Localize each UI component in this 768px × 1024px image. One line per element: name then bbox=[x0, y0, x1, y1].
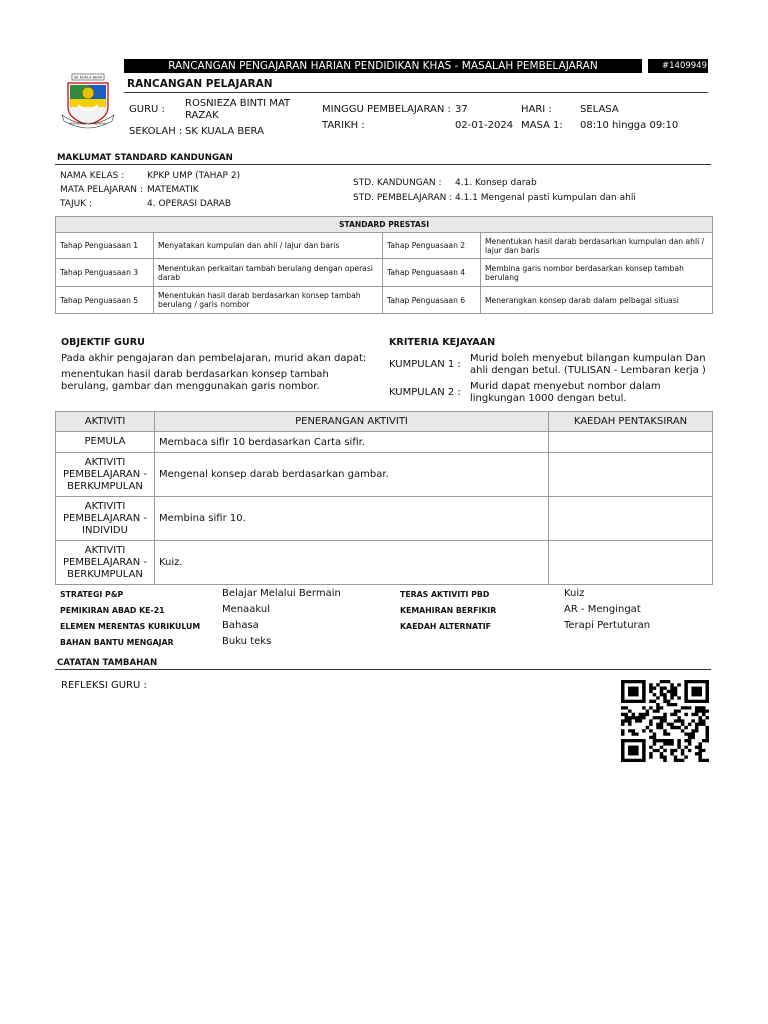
std-kandungan-label: STD. KANDUNGAN : bbox=[353, 178, 442, 188]
aktiviti-desc: Membaca sifir 10 berdasarkan Carta sifir. bbox=[155, 432, 549, 453]
standard-prestasi-heading: STANDARD PRESTASI bbox=[56, 217, 713, 233]
tp-desc: Menentukan hasil darab berdasarkan konsep tambah berulang / garis nombor bbox=[154, 287, 383, 314]
kemahiran-value: AR - Mengingat bbox=[564, 604, 641, 615]
tp-desc: Menerangkan konsep darab dalam pelbagai situasi bbox=[481, 287, 713, 314]
guru-label: GURU : bbox=[129, 104, 165, 115]
pemikiran-label: PEMIKIRAN ABAD KE-21 bbox=[60, 606, 165, 615]
std-kandungan-value: 4.1. Konsep darab bbox=[455, 178, 537, 188]
aktiviti-table bbox=[55, 411, 713, 585]
kaedah-alt-value: Terapi Pertuturan bbox=[564, 620, 651, 631]
tp-label: Tahap Penguasaan 2 bbox=[383, 233, 481, 259]
minggu-value: 37 bbox=[455, 104, 468, 115]
col-header: AKTIVITI bbox=[56, 412, 155, 432]
aktiviti-desc: Kuiz. bbox=[155, 541, 549, 585]
objektif-line2: menentukan hasil darab berdasarkan konsep tambah berulang, gambar dan menggunakan garis nombor. bbox=[61, 369, 329, 392]
aktiviti-name: AKTIVITI PEMBELAJARAN - INDIVIDU bbox=[56, 497, 155, 541]
aktiviti-kaedah bbox=[549, 497, 713, 541]
doc-code: #1409949 bbox=[648, 59, 708, 73]
minggu-label: MINGGU PEMBELAJARAN : bbox=[322, 104, 451, 115]
kemahiran-label: KEMAHIRAN BERFIKIR bbox=[400, 606, 497, 615]
tp-label: Tahap Penguasaan 3 bbox=[56, 259, 154, 287]
pemikiran-value: Menaakul bbox=[222, 604, 270, 615]
divider bbox=[124, 92, 708, 93]
header-banner bbox=[124, 59, 708, 73]
tp-desc: Menyatakan kumpulan dan ahli / lajur dan baris bbox=[154, 233, 383, 259]
hari-value: SELASA bbox=[580, 104, 619, 115]
divider bbox=[55, 669, 711, 670]
kumpulan2-value: Murid dapat menyebut nombor dalam lingkungan 1000 dengan betul. bbox=[470, 381, 661, 404]
kumpulan2-label: KUMPULAN 2 : bbox=[389, 387, 461, 398]
masa-label: MASA 1: bbox=[521, 120, 563, 131]
aktiviti-kaedah bbox=[549, 432, 713, 453]
logo-top-text: SK KUALA BERA bbox=[73, 75, 103, 80]
table-row bbox=[56, 497, 713, 541]
tarikh-value: 02-01-2024 bbox=[455, 120, 514, 131]
sekolah-label: SEKOLAH : bbox=[129, 126, 183, 137]
guru-value: ROSNIEZA BINTI MAT RAZAK bbox=[185, 98, 291, 121]
objektif-line1: Pada akhir pengajaran dan pembelajaran, murid akan dapat: bbox=[61, 353, 367, 364]
tp-label: Tahap Penguasaan 5 bbox=[56, 287, 154, 314]
table-row bbox=[56, 432, 713, 453]
col-header: PENERANGAN AKTIVITI bbox=[155, 412, 549, 432]
table-row bbox=[56, 453, 713, 497]
std-pembelajaran-label: STD. PEMBELAJARAN : bbox=[353, 193, 453, 203]
teras-label: TERAS AKTIVITI PBD bbox=[400, 590, 490, 599]
col-header: KAEDAH PENTAKSIRAN bbox=[549, 412, 713, 432]
aktiviti-kaedah bbox=[549, 453, 713, 497]
aktiviti-desc: Mengenal konsep darab berdasarkan gambar. bbox=[155, 453, 549, 497]
bahan-value: Buku teks bbox=[222, 636, 272, 647]
tp-desc: Menentukan hasil darab berdasarkan kumpulan dan ahli / lajur dan baris bbox=[481, 233, 713, 259]
section-title: RANCANGAN PELAJARAN bbox=[127, 78, 273, 90]
tp-label: Tahap Penguasaan 6 bbox=[383, 287, 481, 314]
mata-pelajaran-value: MATEMATIK bbox=[147, 185, 199, 195]
elemen-value: Bahasa bbox=[222, 620, 259, 631]
tp-desc: Menentukan perkaitan tambah berulang dengan operasi darab bbox=[154, 259, 383, 287]
tarikh-label: TARIKH : bbox=[322, 120, 365, 131]
refleksi-label: REFLEKSI GURU : bbox=[61, 680, 147, 691]
kriteria-heading: KRITERIA KEJAYAAN bbox=[389, 337, 496, 348]
table-row bbox=[56, 259, 713, 287]
nama-kelas-label: NAMA KELAS : bbox=[60, 171, 125, 181]
aktiviti-kaedah bbox=[549, 541, 713, 585]
aktiviti-desc: Membina sifir 10. bbox=[155, 497, 549, 541]
aktiviti-name: PEMULA bbox=[56, 432, 155, 453]
hari-label: HARI : bbox=[521, 104, 552, 115]
elemen-label: ELEMEN MERENTAS KURIKULUM bbox=[60, 622, 201, 631]
std-pembelajaran-value: 4.1.1 Mengenal pasti kumpulan dan ahli bbox=[455, 193, 636, 203]
table-row bbox=[56, 287, 713, 314]
tajuk-label: TAJUK : bbox=[60, 199, 92, 209]
mata-pelajaran-label: MATA PELAJARAN : bbox=[60, 185, 143, 195]
nama-kelas-value: KPKP UMP (TAHAP 2) bbox=[147, 171, 241, 181]
tajuk-value: 4. OPERASI DARAB bbox=[147, 199, 232, 209]
table-row bbox=[56, 233, 713, 259]
qr-code-icon bbox=[621, 680, 709, 762]
sekolah-value: SK KUALA BERA bbox=[185, 126, 264, 137]
bahan-label: BAHAN BANTU MENGAJAR bbox=[60, 638, 174, 647]
kaedah-alt-label: KAEDAH ALTERNATIF bbox=[400, 622, 492, 631]
masa-value: 08:10 hingga 09:10 bbox=[580, 120, 679, 131]
school-logo bbox=[60, 71, 116, 131]
catatan-heading: CATATAN TAMBAHAN bbox=[57, 658, 158, 668]
table-row bbox=[56, 541, 713, 585]
standard-prestasi-table bbox=[55, 216, 713, 314]
aktiviti-name: AKTIVITI PEMBELAJARAN - BERKUMPULAN bbox=[56, 541, 155, 585]
strategi-value: Belajar Melalui Bermain bbox=[222, 588, 341, 599]
tp-label: Tahap Penguasaan 4 bbox=[383, 259, 481, 287]
strategi-label: STRATEGI P&P bbox=[60, 590, 124, 599]
aktiviti-name: AKTIVITI PEMBELAJARAN - BERKUMPULAN bbox=[56, 453, 155, 497]
kumpulan1-value: Murid boleh menyebut bilangan kumpulan Dan ahli dengan betul. (TULISAN - Lembaran kerja ) bbox=[470, 353, 706, 376]
tp-desc: Membina garis nombor berdasarkan konsep tambah berulang bbox=[481, 259, 713, 287]
objektif-heading: OBJEKTIF GURU bbox=[61, 337, 145, 348]
logo-ribbon-text: BERIMAN BERILMU BERAMAL bbox=[69, 122, 107, 126]
teras-value: Kuiz bbox=[564, 588, 585, 599]
kumpulan1-label: KUMPULAN 1 : bbox=[389, 359, 461, 370]
tp-label: Tahap Penguasaan 1 bbox=[56, 233, 154, 259]
divider bbox=[55, 164, 711, 165]
maklumat-heading: MAKLUMAT STANDARD KANDUNGAN bbox=[57, 153, 233, 163]
banner-title: RANCANGAN PENGAJARAN HARIAN PENDIDIKAN KHAS - MASALAH PEMBELAJARAN bbox=[168, 60, 598, 72]
